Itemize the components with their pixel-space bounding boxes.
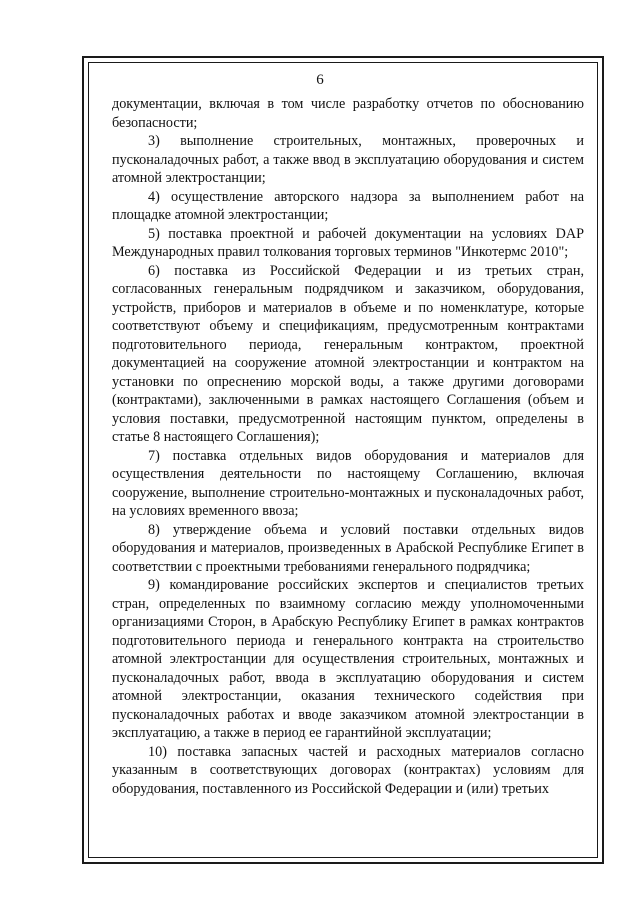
paragraph-continuation: документации, включая в том числе разработку отчетов по обоснованию безопасности; xyxy=(112,96,584,131)
document-body xyxy=(112,95,584,798)
paragraph-item-4: 4) осуществление авторского надзора за выполнением работ на площадке атомной электростанции; xyxy=(112,188,584,223)
page-number: 6 xyxy=(316,72,324,88)
paragraph-item-6: 6) поставка из Российской Федерации и из третьих стран, согласованных генеральным подрядчиком и заказчиком, оборудования, устройств, приборов и материалов в объеме и по номенклатуре, которые соответствуют объему и спецификациям, предусмотренным контрактами подготовительного периода, генеральным контрактом, проектной документацией на сооружение атомной электростанции и контрактом на установки по опреснению морской воды, а также другими договорами (контрактами), заключенными в рамках настоящего Соглашения (объем и условия поставки, предусмотренной настоящим пунктом, определены в статье 8 настоящего Соглашения); xyxy=(112,262,584,445)
paragraph-item-3: 3) выполнение строительных, монтажных, проверочных и пусконаладочных работ, а также ввод в эксплуатацию оборудования и систем атомной электростанции; xyxy=(112,133,584,186)
paragraph-item-8: 8) утверждение объема и условий поставки отдельных видов оборудования и материалов, произведенных в Арабской Республике Египет в соответствии с проектными требованиями генерального подрядчика; xyxy=(112,521,584,575)
paragraph-item-10: 10) поставка запасных частей и расходных материалов согласно указанным в соответствующих договорах (контрактах) условиям для оборудования, поставленного из Российской Федерации и (или) третьих xyxy=(112,743,584,797)
paragraph-item-5: 5) поставка проектной и рабочей документации на условиях DAP Международных правил толкования торговых терминов "Инкотермс 2010"; xyxy=(112,225,584,260)
paragraph-item-9: 9) командирование российских экспертов и специалистов третьих стран, определенных по взаимному согласию между уполномоченными организациями Сторон, в Арабскую Республику Египет в рамках контрактов подготовительного периода и генерального контракта на строительство атомной электростанции для осуществления строительных, монтажных и пусконаладочных работ, ввода в эксплуатацию оборудования и систем атомной электростанции, оказания технического содействия при пусконаладочных работах и вводе заказчиком атомной электростанции в эксплуатацию, а также в период ее гарантийной эксплуатации; xyxy=(112,577,584,741)
paragraph-item-7: 7) поставка отдельных видов оборудования и материалов для осуществления деятельности по настоящему Соглашению, включая сооружение, выполнение строительно-монтажных и пусконаладочных работ, на условиях временного ввоза; xyxy=(112,447,584,519)
